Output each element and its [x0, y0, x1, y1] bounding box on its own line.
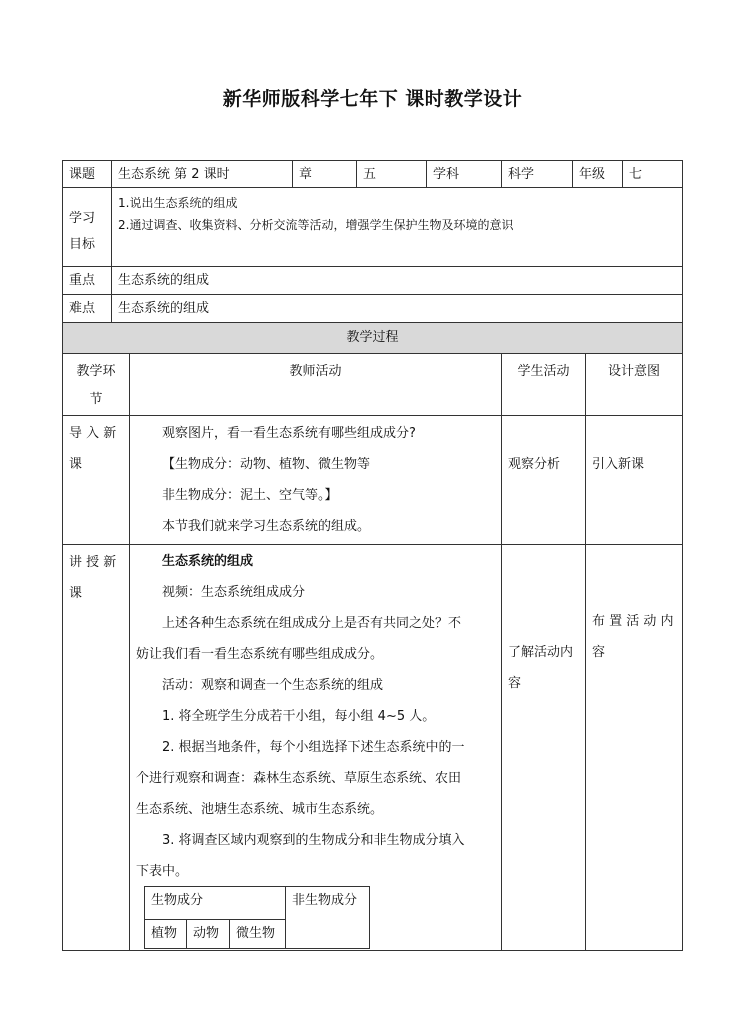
goals-content: [111, 187, 683, 267]
section2-student-line1: 了解活动内: [508, 645, 574, 660]
difficult-point-label: 难点: [62, 294, 112, 323]
inner-microbe: 微生物: [229, 919, 286, 949]
section2-intent: [585, 544, 683, 951]
section2-stage-line2: 课: [69, 586, 83, 601]
section2-step3-line2: 下表中。: [136, 864, 189, 879]
section2-step2-line1: 2. 根据当地条件，每个小组选择下述生态系统中的一: [162, 740, 465, 755]
chapter-value: 五: [356, 160, 427, 188]
section2-video: 视频：生态系统组成成分: [162, 585, 306, 600]
section2-stage: [62, 544, 130, 951]
section2-step1: 1. 将全班学生分成若干小组，每小组 4~5 人。: [162, 709, 436, 724]
page-title: 新华师版科学七年下 课时教学设计: [222, 88, 523, 110]
difficult-point-value: 生态系统的组成: [111, 294, 683, 323]
section1-line-4: 本节我们就来学习生态系统的组成。: [162, 519, 371, 534]
grade-value: 七: [622, 160, 683, 188]
section1-line-2: 【生物成分：动物、植物、微生物等: [162, 457, 371, 472]
col-student-header: 学生活动: [501, 353, 586, 416]
section1-intent: 引入新课: [585, 415, 683, 545]
col-stage-header: [62, 353, 130, 416]
section2-heading: 生态系统的组成: [162, 554, 254, 569]
grade-label: 年级: [572, 160, 623, 188]
section1-line-1: 观察图片，看一看生态系统有哪些组成成分?: [162, 426, 416, 441]
key-point-value: 生态系统的组成: [111, 266, 683, 295]
section2-student: [501, 544, 586, 951]
section2-step3-line1: 3. 将调查区域内观察到的生物成分和非生物成分填入: [162, 833, 465, 848]
section2-question-line1: 上述各种生态系统在组成成分上是否有共同之处？不: [162, 616, 462, 631]
section2-student-line2: 容: [508, 676, 522, 691]
section2-stage-line1: 讲 授 新: [69, 555, 117, 570]
section2-intent-line1: 布 置 活 动 内: [592, 614, 674, 629]
section1-line-3: 非生物成分：泥土、空气等。】: [162, 488, 338, 503]
section1-teacher: [129, 415, 502, 545]
inner-bio-header: 生物成分: [144, 886, 286, 920]
chapter-label: 章: [292, 160, 357, 188]
section1-stage-line1: 导 入 新: [69, 426, 117, 441]
inner-plant: 植物: [144, 919, 187, 949]
section2-step2-line2: 个进行观察和调查：森林生态系统、草原生态系统、农田: [136, 771, 462, 786]
section1-stage: [62, 415, 130, 545]
goals-label-line2: 目标: [69, 237, 96, 252]
goals-label-line1: 学习: [69, 211, 96, 226]
col-stage-line1: 教学环: [76, 364, 116, 379]
subject-label: 学科: [426, 160, 502, 188]
inner-nonbio-header: 非生物成分: [285, 886, 370, 949]
inner-animal: 动物: [186, 919, 230, 949]
goals-label: [62, 187, 112, 267]
section2-step2-line3: 生态系统、池塘生态系统、城市生态系统。: [136, 802, 384, 817]
topic-label: 课题: [62, 160, 112, 188]
col-stage-line2: 节: [89, 392, 103, 407]
goal-item-1: 1.说出生态系统的组成: [118, 196, 238, 210]
section1-student: 观察分析: [501, 415, 586, 545]
section2-intent-line2: 容: [592, 645, 606, 660]
process-header: 教学过程: [62, 322, 683, 354]
col-intent-header: 设计意图: [585, 353, 683, 416]
section2-activity: 活动：观察和调查一个生态系统的组成: [162, 678, 384, 693]
col-teacher-header: 教师活动: [129, 353, 502, 416]
goal-item-2: 2.通过调查、收集资料、分析交流等活动，增强学生保护生物及环境的意识: [118, 218, 514, 232]
topic-value: 生态系统 第 2 课时: [111, 160, 293, 188]
section1-stage-line2: 课: [69, 457, 83, 472]
key-point-label: 重点: [62, 266, 112, 295]
subject-value: 科学: [501, 160, 573, 188]
section2-question-line2: 妨让我们看一看生态系统有哪些组成成分。: [136, 647, 384, 662]
